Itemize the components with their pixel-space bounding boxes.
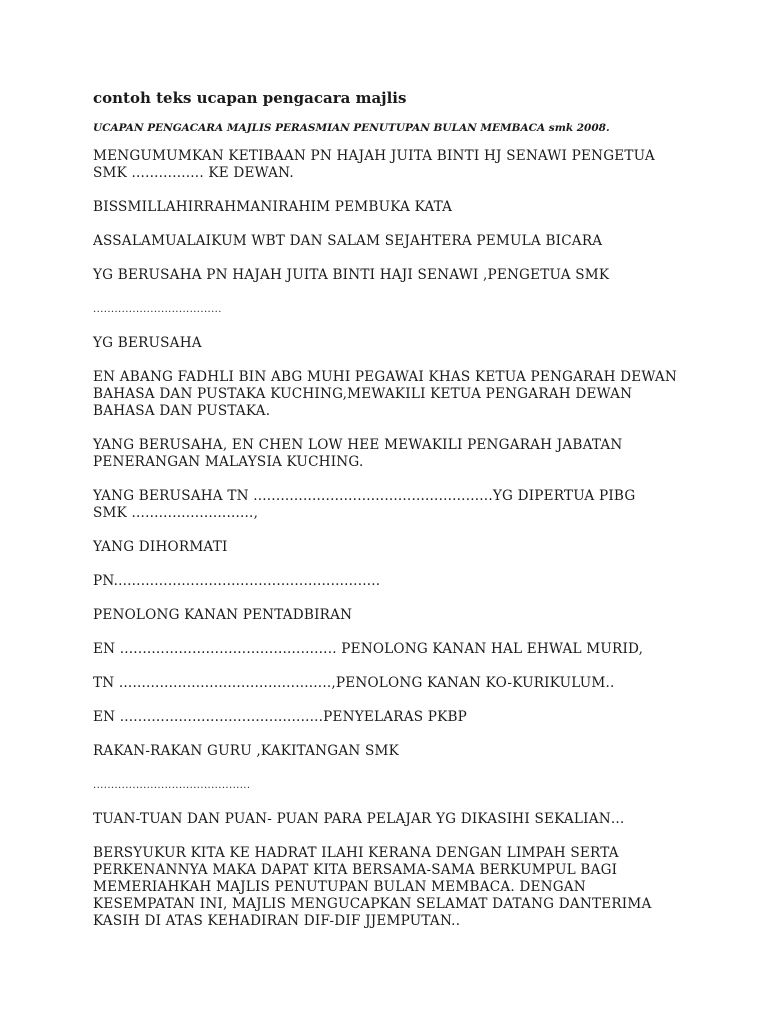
document-title: contoh teks ucapan pengacara majlis <box>93 89 407 107</box>
document-subtitle: UCAPAN PENGACARA MAJLIS PERASMIAN PENUTUPAN BULAN MEMBACA smk 2008. <box>93 122 610 134</box>
paragraph-principal: YG BERUSAHA PN HAJAH JUITA BINTI HAJI SENAWI ,PENGETUA SMK <box>93 267 610 283</box>
paragraph-dbp-representative: EN ABANG FADHLI BIN ABG MUHI PEGAWAI KHAS KETUA PENGARAH DEWAN BAHASA DAN PUSTAKA KUCHING,MEWAKILI KETUA PENGARAH DEWAN BAHASA DAN PUSTAKA. <box>93 369 677 419</box>
paragraph-opening-words: BISSMILLAHIRRAHMANIRAHIM PEMBUKA KATA <box>93 199 453 215</box>
paragraph-announcement: MENGUMUMKAN KETIBAAN PN HAJAH JUITA BINTI HJ SENAWI PENGETUA SMK ................ KE DEWAN. <box>93 148 655 181</box>
paragraph-pkbp: EN .............................................PENYELARAS PKBP <box>93 709 468 725</box>
paragraph-yang-dihormati: YANG DIHORMATI <box>93 539 228 555</box>
paragraph-ko-kurikulum: TN ...............................................,PENOLONG KANAN KO-KURIKULUM.. <box>93 675 615 691</box>
paragraph-pibg: YANG BERUSAHA TN .....................................................YG DIPERTUA PIBG SMK ..........................., <box>93 488 636 521</box>
paragraph-jabatan-penerangan: YANG BERUSAHA, EN CHEN LOW HEE MEWAKILI PENGARAH JABATAN PENERANGAN MALAYSIA KUCHING. <box>93 437 623 470</box>
paragraph-para-pelajar: TUAN-TUAN DAN PUAN- PUAN PARA PELAJAR YG DIKASIHI SEKALIAN… <box>93 811 625 827</box>
dotted-placeholder: ............................................ <box>93 780 251 791</box>
paragraph-rakan-guru: RAKAN-RAKAN GURU ,KAKITANGAN SMK <box>93 743 399 759</box>
dotted-placeholder: .................................... <box>93 304 222 315</box>
paragraph-hal-ehwal-murid: EN ................................................ PENOLONG KANAN HAL EHWAL MURID, <box>93 641 644 657</box>
paragraph-yg-berusaha: YG BERUSAHA <box>93 335 202 351</box>
paragraph-penolong-kanan-pentadbiran: PENOLONG KANAN PENTADBIRAN <box>93 607 353 623</box>
paragraph-greeting: ASSALAMUALAIKUM WBT DAN SALAM SEJAHTERA PEMULA BICARA <box>93 233 603 249</box>
paragraph-pn-placeholder: PN........................................................... <box>93 573 381 589</box>
paragraph-bersyukur: BERSYUKUR KITA KE HADRAT ILAHI KERANA DENGAN LIMPAH SERTA PERKENANNYA MAKA DAPAT KITA BERSAMA-SAMA BERKUMPUL BAGI MEMERIAHKAH MAJLIS PENUTUPAN BULAN MEMBACA. DENGAN KESEMPATAN INI, MAJLIS MENGUCAPKAN SELAMAT DATANG DANTERIMA KASIH DI ATAS KEHADIRAN DIF-DIF JJEMPUTAN.. <box>93 845 652 929</box>
